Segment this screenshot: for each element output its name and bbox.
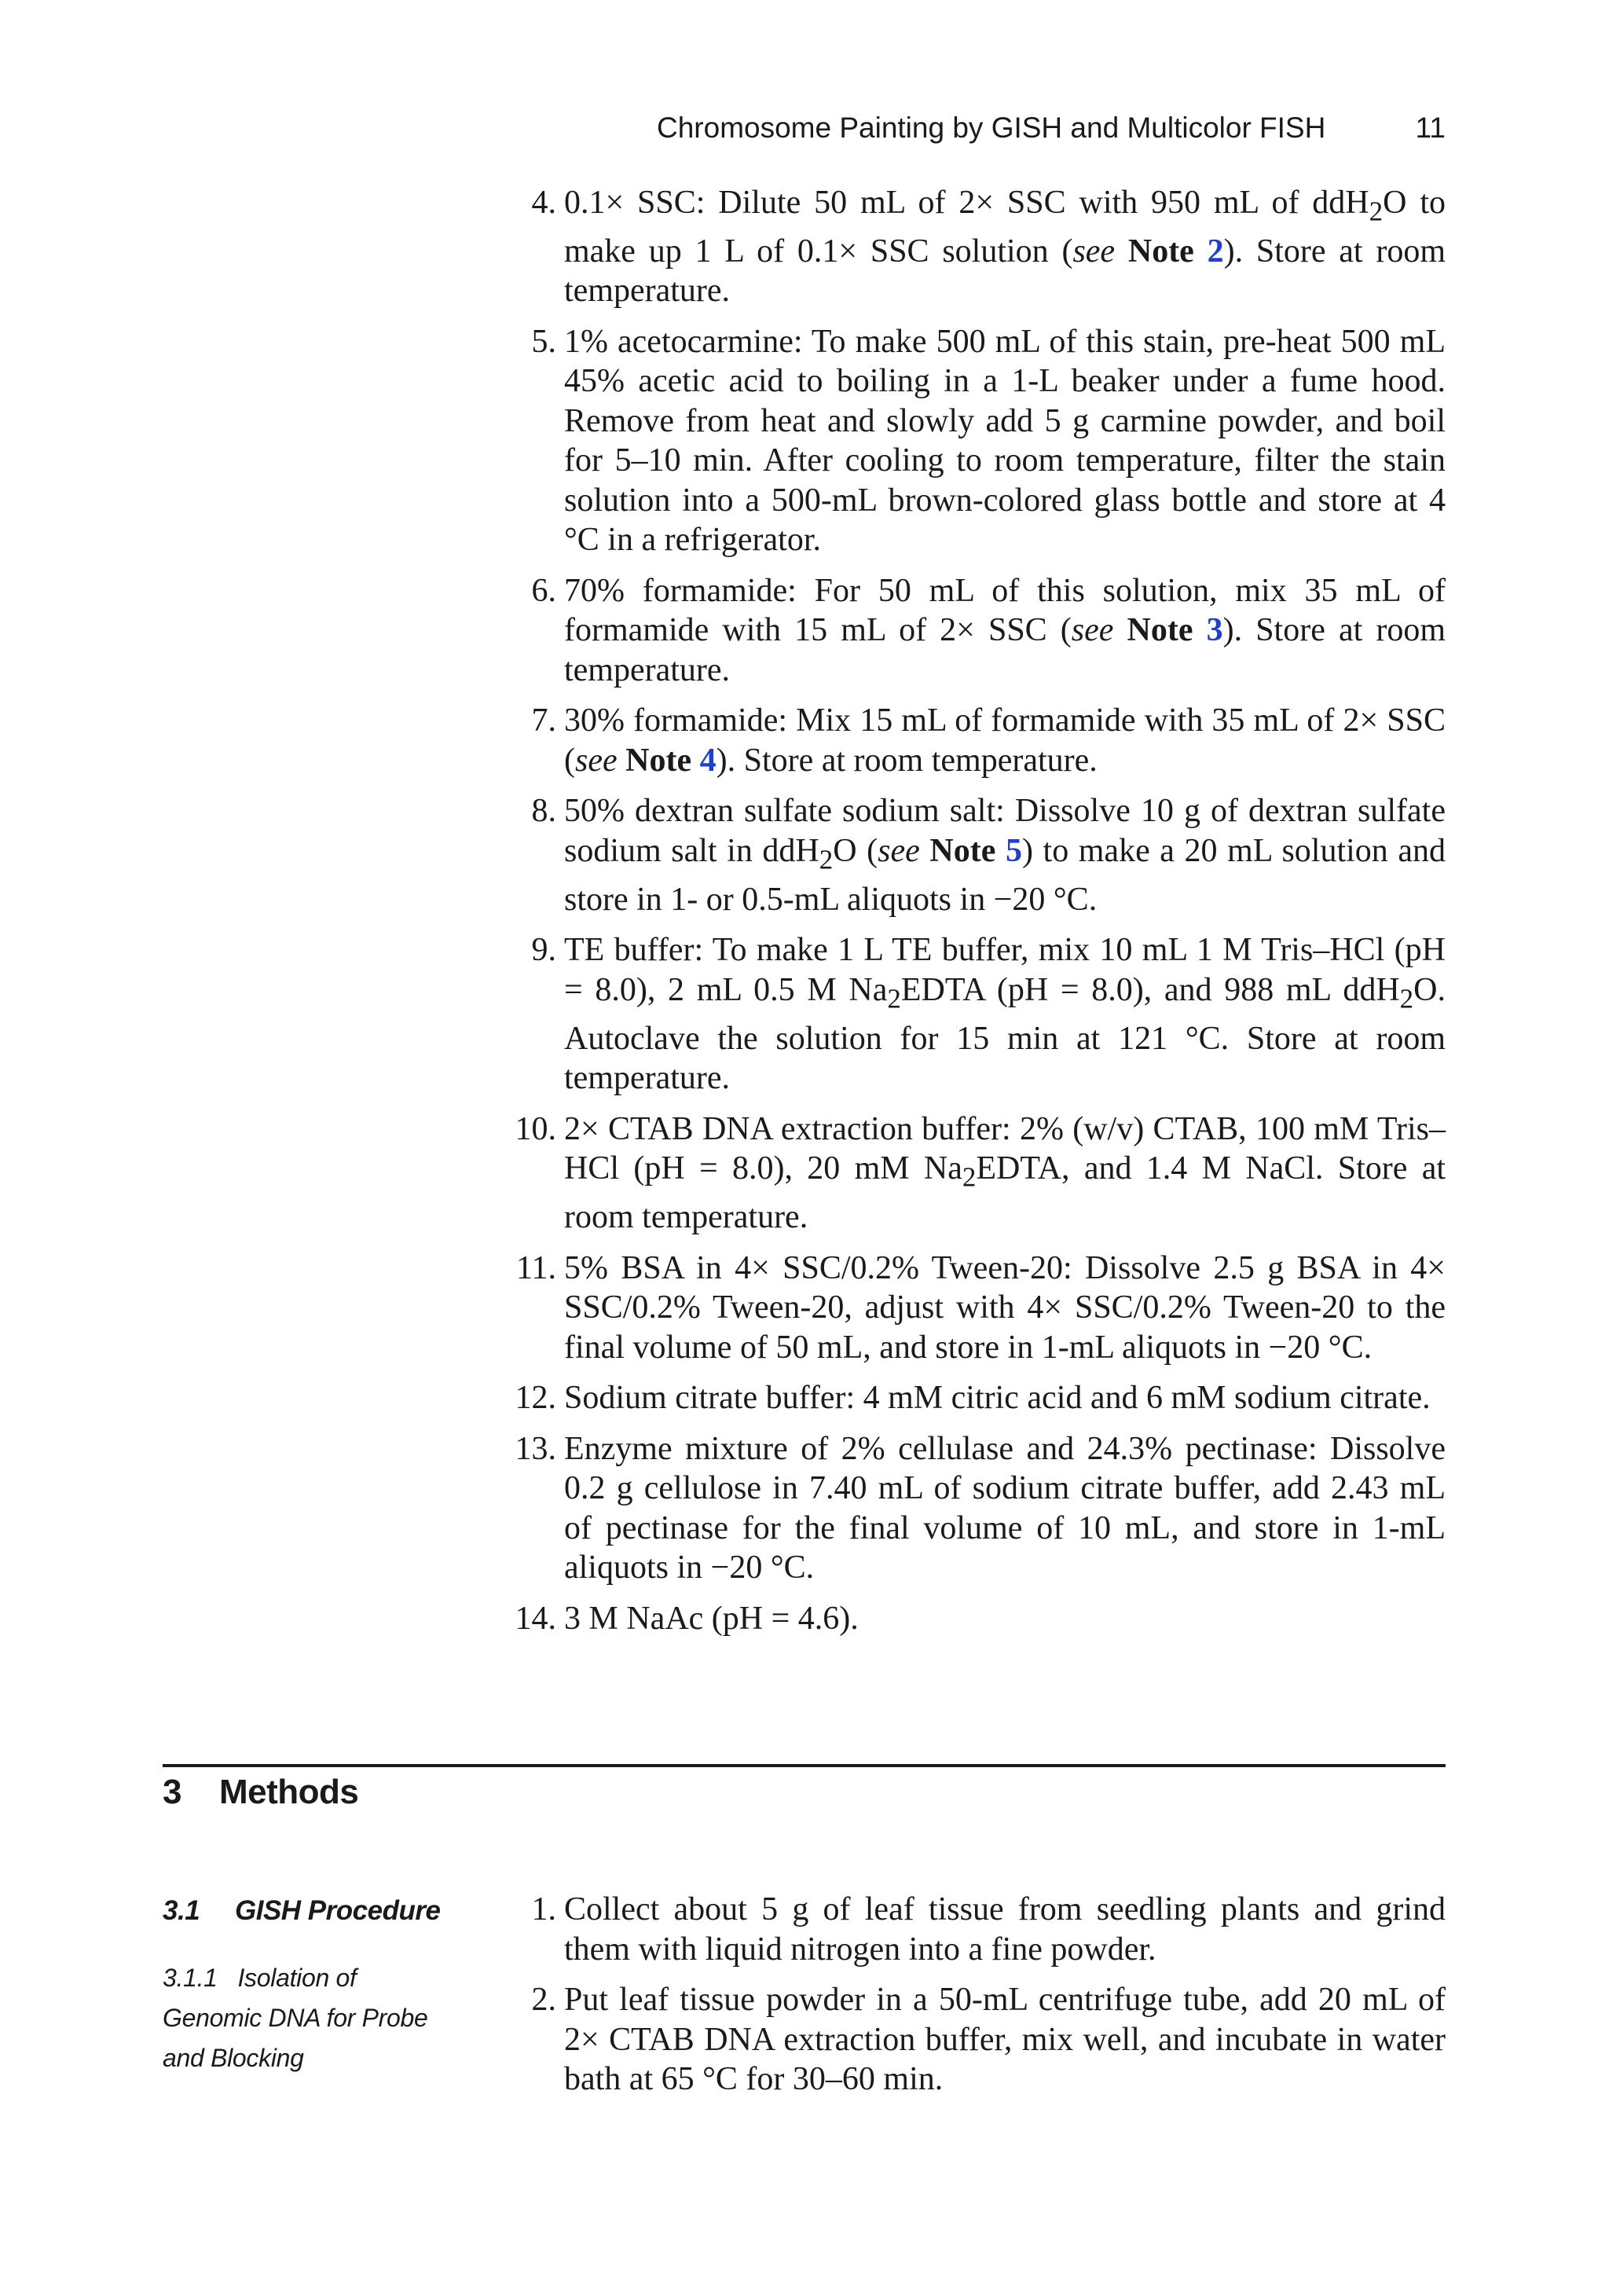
item-number: 13.	[515, 1430, 556, 1467]
subsection-heading	[163, 1895, 440, 1927]
item-number: 9.	[531, 932, 556, 969]
subsubsection-heading	[163, 1958, 461, 2078]
list-item	[500, 701, 1446, 780]
list-item	[500, 1599, 1446, 1639]
list-item	[500, 1249, 1446, 1368]
steps-list	[500, 1890, 1446, 2111]
list-item	[500, 930, 1446, 1098]
section-title: Methods	[219, 1773, 359, 1811]
subsubsection-title: Isolation of Genomic DNA for Probe and Blocking	[163, 1964, 428, 2072]
item-text: 0.1× SSC: Dilute 50 mL of 2× SSC with 950 mL of ddH$_2$O to make up 1 L of 0.1× SSC solution (see Note 2). Store at room temperature.	[564, 185, 1446, 310]
section-rule	[163, 1764, 1446, 1767]
item-text: Collect about 5 g of leaf tissue from seedling plants and grind them with liquid nitrogen into a fine powder.	[564, 1891, 1446, 1968]
item-text: 3 M NaAc (pH = 4.6).	[564, 1600, 859, 1637]
item-number: 12.	[515, 1380, 556, 1417]
item-text: 30% formamide: Mix 15 mL of formamide with 35 mL of 2× SSC (see Note 4). Store at room temperature.	[564, 702, 1446, 779]
item-number: 11.	[516, 1249, 556, 1286]
item-text: 1% acetocarmine: To make 500 mL of this stain, pre-heat 500 mL 45% acetic acid to boiling in a 1-L beaker under a fume hood. Remove from heat and slowly add 5 g carmine powder, and boil for 5–10 min. After cooling to room temperature, filter the stain solution into a 500-mL brown-colored glass bottle and store at 4 °C in a refrigerator.	[564, 323, 1446, 559]
item-number: 2.	[531, 1982, 556, 2018]
list-item	[500, 1109, 1446, 1238]
item-number: 14.	[515, 1600, 556, 1637]
item-text: 5% BSA in 4× SSC/0.2% Tween-20: Dissolve 2.5 g BSA in 4× SSC/0.2% Tween-20, adjust with 4× SSC/0.2% Tween-20 to the final volume of 50 mL, and store in 1-mL aliquots in −20 °C.	[564, 1249, 1446, 1366]
item-number: 1.	[531, 1891, 556, 1927]
item-text: 50% dextran sulfate sodium salt: Dissolve 10 g of dextran sulfate sodium salt in ddH$_2$O (see Note 5) to make a 20 mL solution and store in 1- or 0.5-mL aliquots in −20 °C.	[564, 793, 1446, 918]
list-item	[500, 1980, 1446, 2100]
page-number: 11	[1415, 112, 1446, 144]
item-number: 6.	[531, 572, 556, 609]
item-number: 5.	[531, 323, 556, 360]
item-text: Put leaf tissue powder in a 50-mL centrifuge tube, add 20 mL of 2× CTAB DNA extraction buffer, mix well, and incubate in water bath at 65 °C for 30–60 min.	[564, 1982, 1446, 2097]
item-text: TE buffer: To make 1 L TE buffer, mix 10 mL 1 M Tris–HCl (pH = 8.0), 2 mL 0.5 M $Na_2EDTA$ (pH = 8.0), and 988 mL ddH$_2$O. Autoclave the solution for 15 min at 121 °C. Store at room temperature.	[564, 932, 1446, 1097]
list-item	[500, 322, 1446, 560]
running-title: Chromosome Painting by GISH and Multicolor FISH	[657, 112, 1326, 144]
list-item	[500, 183, 1446, 311]
item-text: 2× CTAB DNA extraction buffer: 2% (w/v) CTAB, 100 mM Tris–HCl (pH = 8.0), 20 mM $Na_2EDTA$, and 1.4 M NaCl. Store at room temperature.	[564, 1110, 1446, 1236]
section-heading	[163, 1773, 358, 1812]
item-number: 4.	[531, 185, 556, 221]
item-number: 7.	[531, 702, 556, 739]
list-item	[500, 1378, 1446, 1418]
section-number: 3	[163, 1773, 181, 1811]
item-text: 70% formamide: For 50 mL of this solution, mix 35 mL of formamide with 15 mL of 2× SSC (see Note 3). Store at room temperature.	[564, 572, 1446, 688]
item-number: 10.	[515, 1110, 556, 1147]
list-item	[500, 571, 1446, 691]
running-header	[657, 108, 1446, 148]
list-item	[500, 1429, 1446, 1588]
subsubsection-number: 3.1.1	[163, 1964, 218, 1992]
subsection-number: 3.1	[163, 1895, 200, 1926]
subsection-title: GISH Procedure	[235, 1895, 441, 1926]
item-number: 8.	[531, 793, 556, 830]
list-item	[500, 1890, 1446, 1969]
item-text: Sodium citrate buffer: 4 mM citric acid and 6 mM sodium citrate.	[564, 1380, 1431, 1417]
materials-list	[500, 183, 1446, 1649]
item-text: Enzyme mixture of 2% cellulase and 24.3% pectinase: Dissolve 0.2 g cellulose in 7.40 mL of sodium citrate buffer, add 2.43 mL of pectinase for the final volume of 10 mL, and store in 1-mL aliquots in −20 °C.	[564, 1430, 1446, 1586]
list-item	[500, 791, 1446, 919]
